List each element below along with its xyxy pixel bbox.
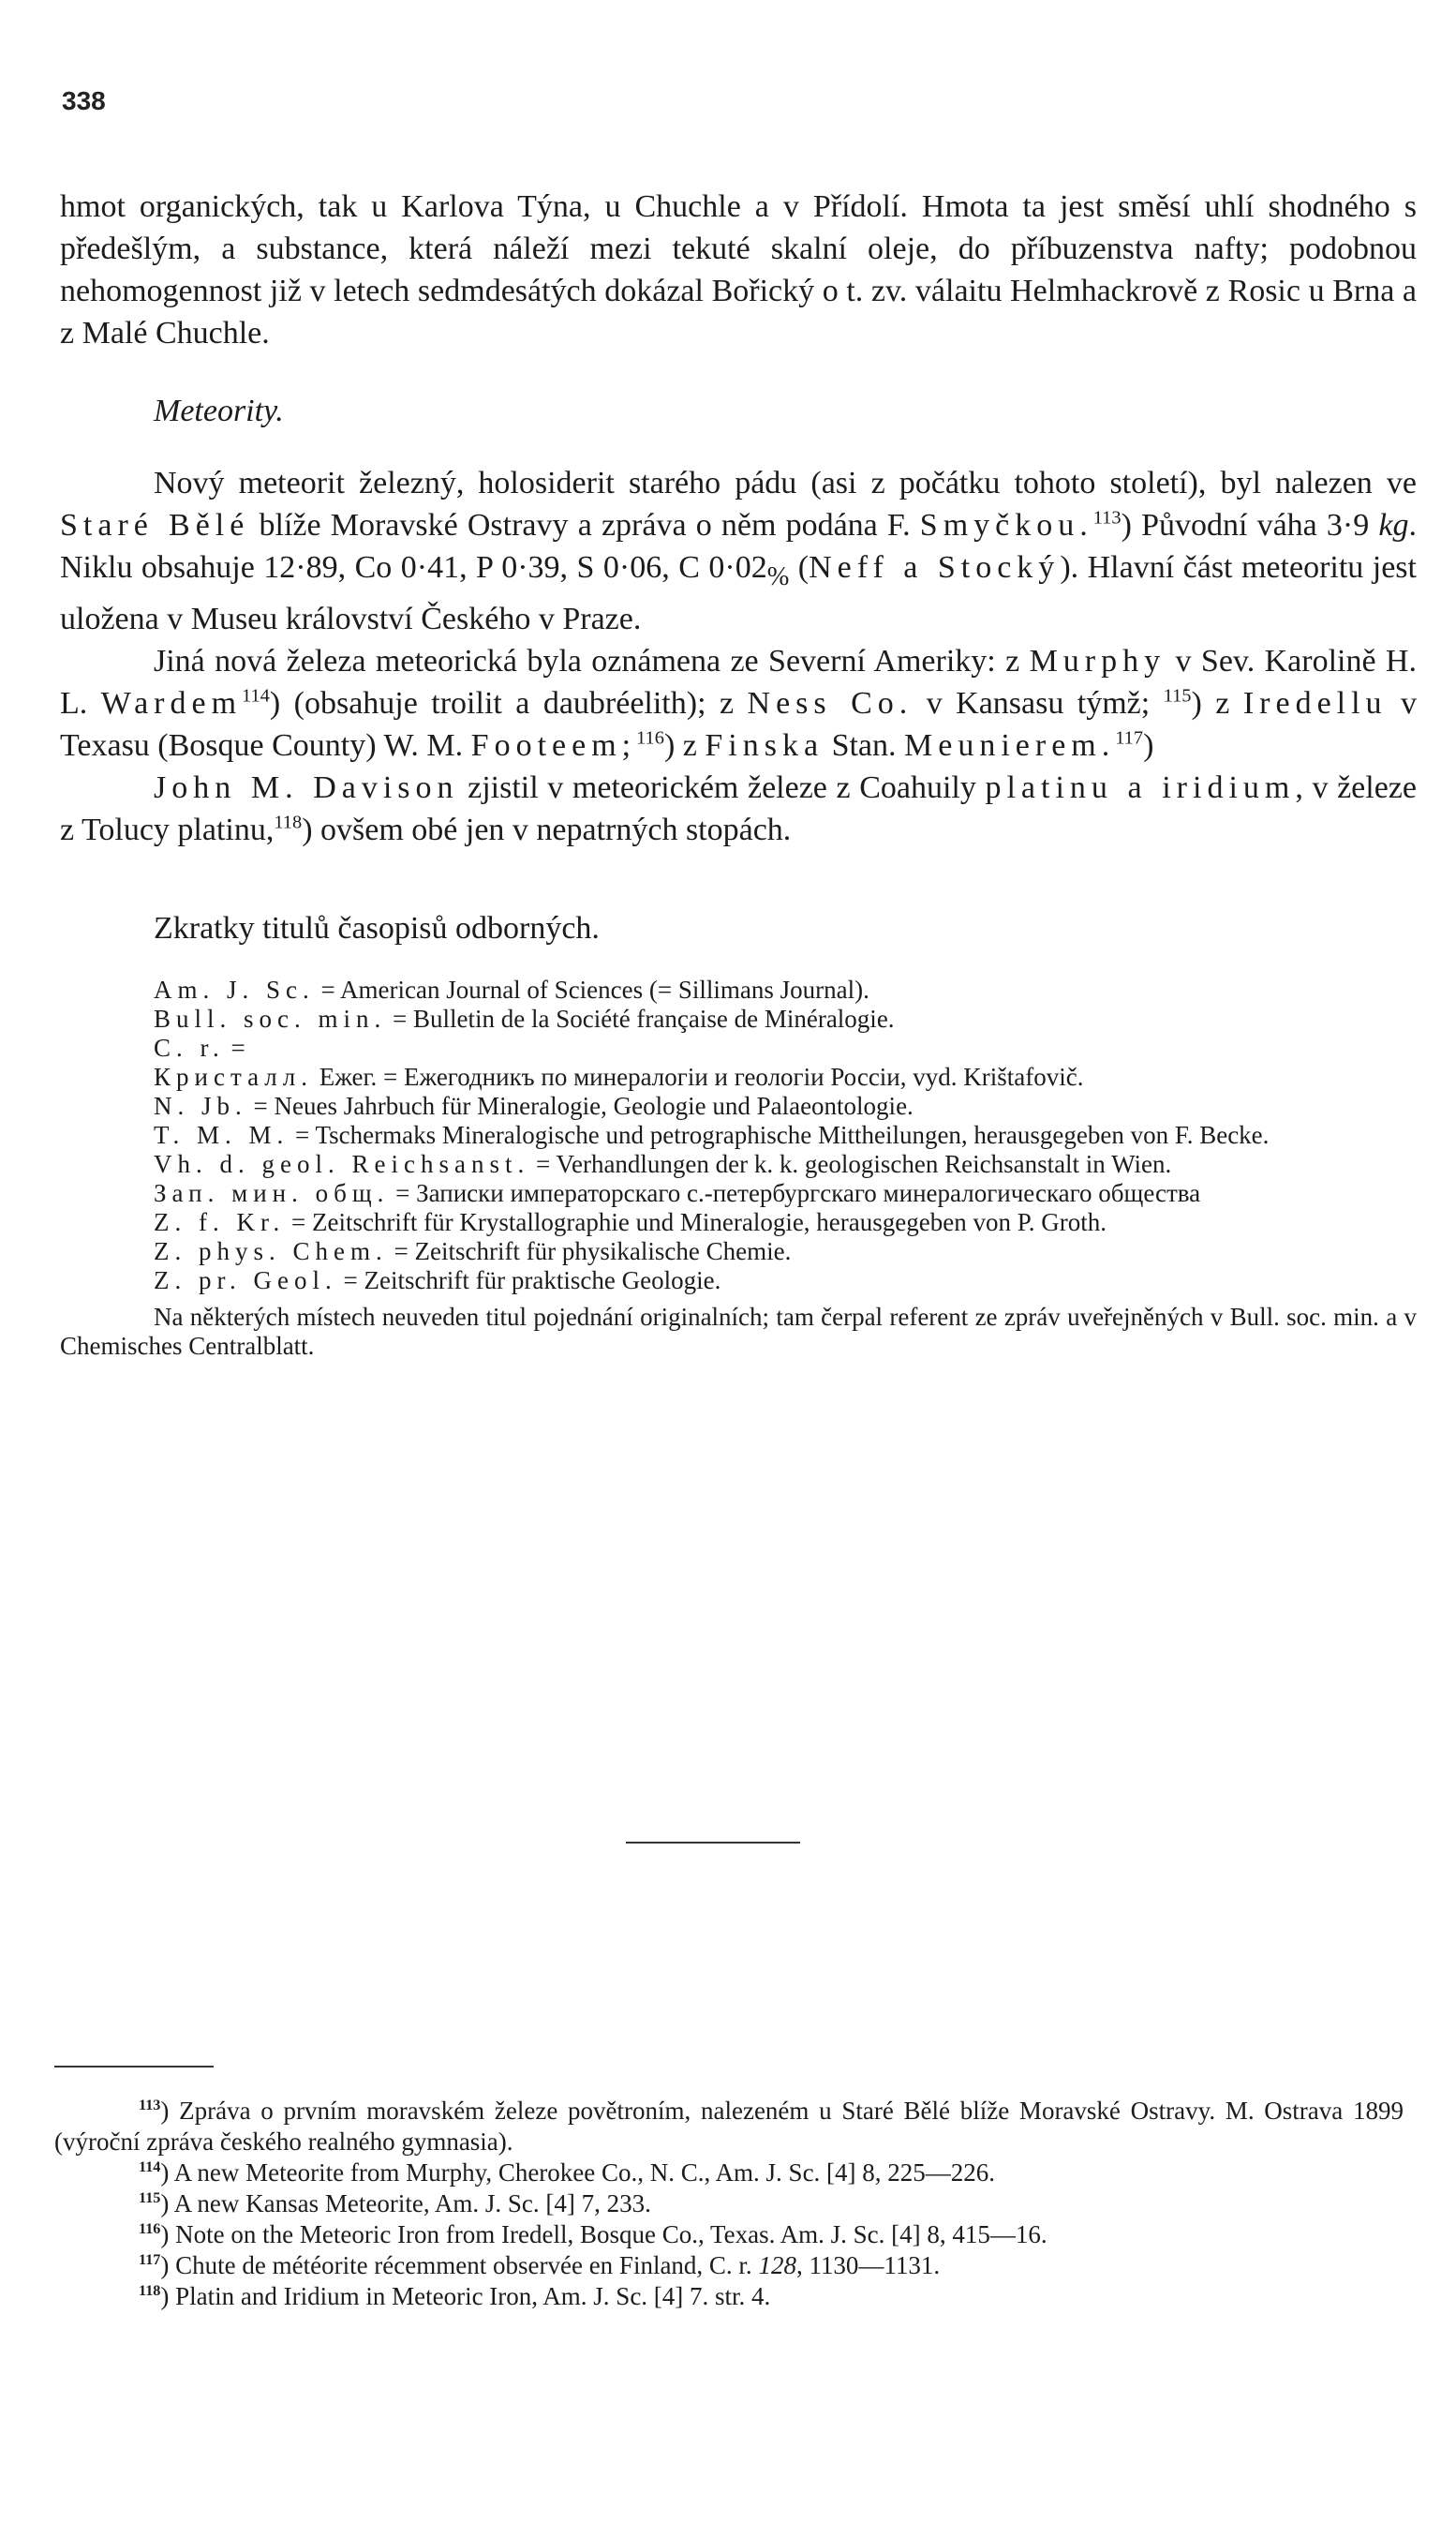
abbreviation-entry: Кристалл. Ежег. = Ежегодникъ по минералогіи и геологіи Россіи, vyd. Krištafovič.: [154, 1062, 1084, 1091]
meteorite-paragraph-1: Nový meteorit železný, holosiderit starého pádu (asi z počátku tohoto století), byl nalezen ve Staré Bělé blíže Moravské Ostravy a zpráva o něm podána F. Smyčkou.$^{113}$) Původní váha 3·9 kg. Niklu obsahuje 12·89, Co 0·41, P 0·39, S 0·06, C $0\cdot 02_{\%}$ (Neff a Stocký). Hlavní část meteoritu jest uložena v Museu království Českého v Praze.: [60, 466, 1418, 636]
abbreviation-entry: C. r. =: [154, 1033, 245, 1062]
section-divider: [626, 1842, 800, 1844]
meteorite-paragraph-3: John M. Davison zjistil v meteorickém železe z Coahuily platinu a iridium, v železe z Tolucy platinu,$^{118}$) ovšem obé jen v nepatrných stopách.: [60, 769, 1417, 847]
footnote: $^{117}$) Chute de météorite récemment observée en Finland, C. r. 128, 1130—1131.: [139, 2251, 941, 2279]
footnotes: [54, 2096, 1404, 2312]
intro-paragraph: hmot organických, tak u Karlova Týna, u Chuchle a v Přídolí. Hmota ta jest směsí uhlí shodného s předešlým, a substance, která náleží mezi tekuté skalní oleje, do příbuzenstva nafty; podobnou nehomogennost již v letech sedmdesátých dokázal Bořický o t. zv. válaitu Helmhackrově z Rosic u Brna a z Malé Chuchle.: [60, 189, 1417, 351]
section-heading: Meteority.: [154, 394, 284, 428]
footnote-ref[interactable]: 118: [274, 812, 303, 833]
abbreviation-entry: Зап. мин. общ. = Записки императорскаго с.-петербургскаго минералогическаго общества: [154, 1178, 1201, 1207]
footnote: $^{118}$) Platin and Iridium in Meteoric Iron, Am. J. Sc. [4] 7. str. 4.: [139, 2282, 771, 2310]
abbreviations-heading: Zkratky titulů časopisů odborných.: [154, 910, 600, 946]
abbreviation-entry: Am. J. Sc. = American Journal of Sciences (= Sillimans Journal).: [154, 975, 869, 1004]
abbreviation-entry: Bull. soc. min. = Bulletin de la Société française de Minéralogie.: [154, 1004, 895, 1033]
abbreviations-list: [60, 976, 1417, 1295]
abbreviation-entry: Z. phys. Chem. = Zeitschrift für physikalische Chemie.: [154, 1236, 792, 1265]
footnote: $^{114}$) A new Meteorite from Murphy, Cherokee Co., N. C., Am. J. Sc. [4] 8, 225—226.: [139, 2158, 996, 2187]
abbreviation-entry: T. M. M. = Tschermaks Mineralogische und petrographische Mittheilungen, herausgegeben von F. Becke.: [154, 1120, 1270, 1149]
footnote-divider: [54, 2066, 214, 2068]
footnote: $^{115}$) A new Kansas Meteorite, Am. J. Sc. [4] 7, 233.: [139, 2189, 651, 2217]
abbreviation-entry: Z. pr. Geol. = Zeitschrift für praktische Geologie.: [154, 1265, 721, 1294]
footnote-ref[interactable]: 114: [242, 685, 270, 707]
footnote: $^{116}$) Note on the Meteoric Iron from Iredell, Bosque Co., Texas. Am. J. Sc. [4] 8, 415—16.: [139, 2220, 1047, 2248]
abbreviation-entry: N. Jb. = Neues Jahrbuch für Mineralogie, Geologie und Palaeontologie.: [154, 1091, 914, 1120]
footnote: $^{113}$) Zpráva o prvním moravském železe povětroním, nalezeném u Staré Bělé blíže Moravské Ostravy. M. Ostrava 1899 (výroční zpráva českého realného gymnasia).: [54, 2097, 1404, 2156]
abbreviation-entry: Z. f. Kr. = Zeitschrift für Krystallographie und Mineralogie, herausgegeben von P. Groth.: [154, 1207, 1107, 1236]
page-number: 338: [62, 86, 106, 115]
main-text: [60, 186, 1417, 1361]
footnote-ref[interactable]: 116: [636, 727, 664, 749]
meteorite-paragraph-2: Jiná nová železa meteorická byla oznámena ze Severní Ameriky: z Murphy v Sev. Karolině H. L. Wardem$^{114}$) (obsahuje troilit a daubréelith); z Ness Co. v Kansasu týmž; $^{115}$) z Iredellu v Texasu (Bosque County) W. M. Footeem;$^{116}$) z Finska Stan. Meunierem.$^{117}$): [60, 643, 1417, 763]
footnote-ref[interactable]: 115: [1163, 685, 1192, 707]
footnote-ref[interactable]: 117: [1115, 727, 1144, 749]
footnote-ref[interactable]: 113: [1092, 507, 1122, 529]
source-note: Na některých místech neuveden titul pojednání originalních; tam čerpal referent ze zpráv uveřejněných v Bull. soc. min. a v Chemisches Centralblatt.: [60, 1302, 1417, 1360]
abbreviation-entry: Vh. d. geol. Reichsanst. = Verhandlungen der k. k. geologischen Reichsanstalt in Wien.: [154, 1149, 1172, 1178]
